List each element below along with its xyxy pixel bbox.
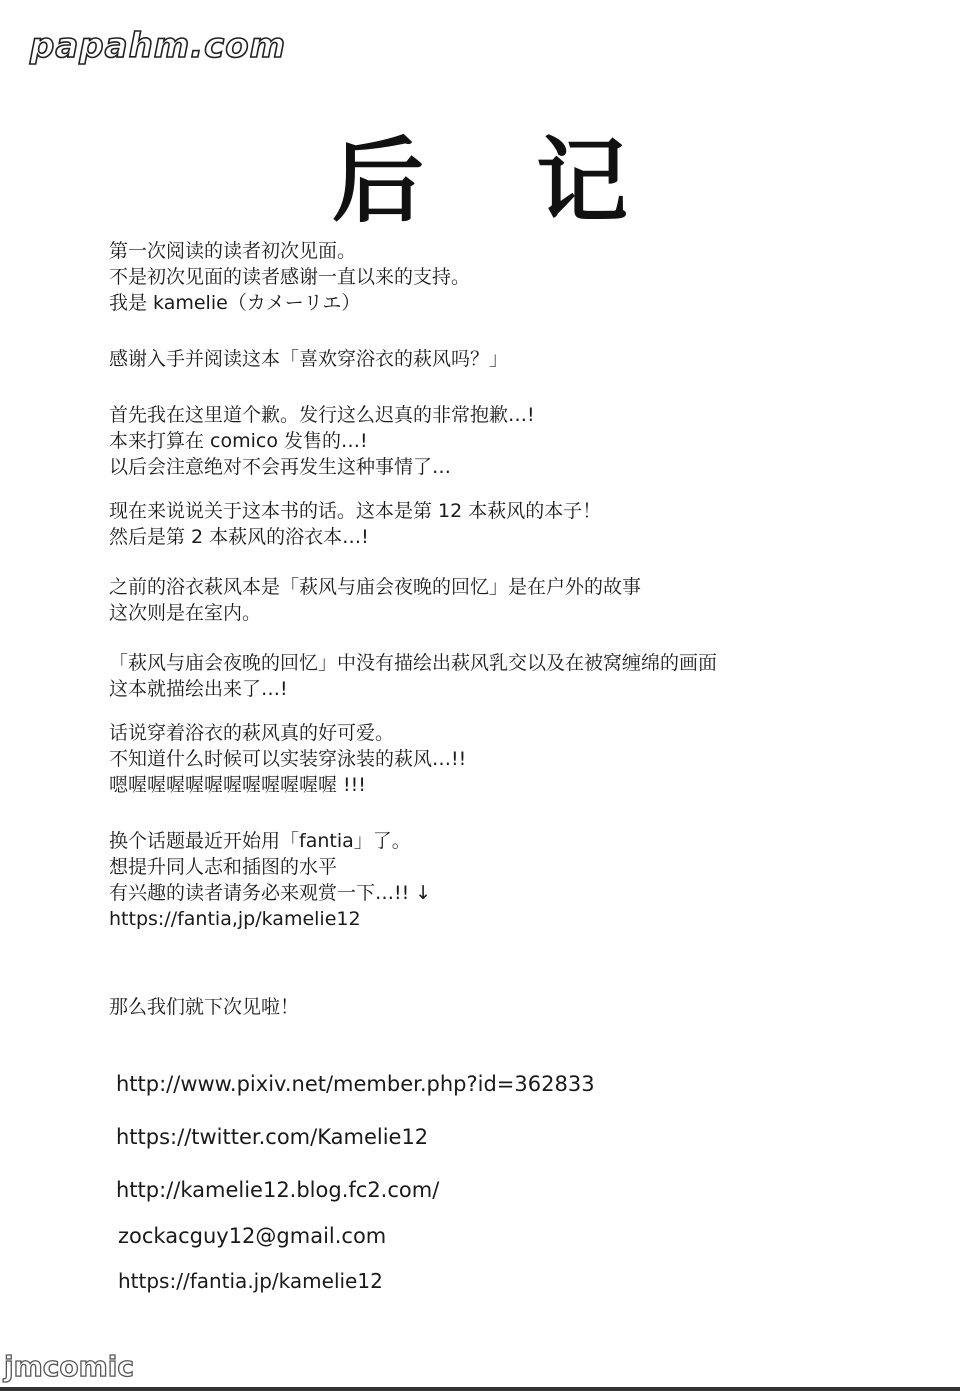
- text-line: 有兴趣的读者请务必来观赏一下…!! ↓: [109, 882, 432, 904]
- text-line: 话说穿着浴衣的萩风真的好可爱。: [109, 722, 395, 744]
- paragraph-thanks: [109, 346, 829, 372]
- text-line: 这次则是在室内。: [109, 602, 262, 624]
- email-address: zockacguy12@gmail.com: [118, 1224, 387, 1248]
- bottom-border: [0, 1387, 960, 1391]
- text-line: 换个话题最近开始用「fantia」了。: [109, 830, 411, 852]
- text-line: 不是初次见面的读者感谢一直以来的支持。: [109, 266, 471, 288]
- paragraph-apology: [109, 402, 829, 480]
- twitter-link: https://twitter.com/Kamelie12: [116, 1125, 429, 1149]
- text-line: 嗯喔喔喔喔喔喔喔喔喔喔喔 !!!: [109, 774, 366, 796]
- paragraph-cute: [109, 720, 829, 798]
- text-line: 之前的浴衣萩风本是「萩风与庙会夜晚的回忆」是在户外的故事: [109, 576, 642, 598]
- text-line: 感谢入手并阅读这本「喜欢穿浴衣的萩风吗？」: [109, 348, 509, 370]
- fantia-url-text: https://fantia,jp/kamelie12: [109, 908, 361, 930]
- watermark-papahm: papahm.com: [30, 26, 287, 66]
- text-line: 这本就描绘出来了…!: [109, 678, 288, 700]
- paragraph-farewell: [109, 994, 829, 1020]
- text-line: 我是 kamelie（カメーリエ）: [109, 292, 361, 314]
- text-line: 第一次阅读的读者初次见面。: [109, 240, 357, 262]
- text-line: 然后是第 2 本萩风的浴衣本…!: [109, 526, 369, 548]
- fantia-link: https://fantia.jp/kamelie12: [118, 1269, 383, 1293]
- page-title: 后 记: [331, 128, 669, 235]
- afterword-body: [109, 238, 829, 1020]
- text-line: 不知道什么时候可以实装穿泳装的萩风…!!: [109, 748, 467, 770]
- text-line: 那么我们就下次见啦！: [109, 996, 300, 1018]
- paragraph-previous-book: [109, 574, 829, 626]
- watermark-jmcomic: jmcomic: [4, 1350, 134, 1383]
- text-line: 想提升同人志和插图的水平: [109, 856, 338, 878]
- blog-link: http://kamelie12.blog.fc2.com/: [116, 1178, 440, 1202]
- text-line: 本来打算在 comico 发售的…!: [109, 430, 368, 452]
- paragraph-fantia: [109, 828, 829, 932]
- text-line: 「萩风与庙会夜晚的回忆」中没有描绘出萩风乳交以及在被窝缠绵的画面: [109, 652, 718, 674]
- paragraph-greeting: [109, 238, 829, 316]
- text-line: 以后会注意绝对不会再发生这种事情了…: [109, 456, 452, 478]
- text-line: 首先我在这里道个歉。发行这么迟真的非常抱歉…!: [109, 404, 535, 426]
- paragraph-about-book: [109, 498, 829, 550]
- text-line: 现在来说说关于这本书的话。这本是第 12 本萩风的本子！: [109, 500, 602, 522]
- paragraph-content: [109, 650, 829, 702]
- pixiv-link: http://www.pixiv.net/member.php?id=362833: [116, 1072, 595, 1096]
